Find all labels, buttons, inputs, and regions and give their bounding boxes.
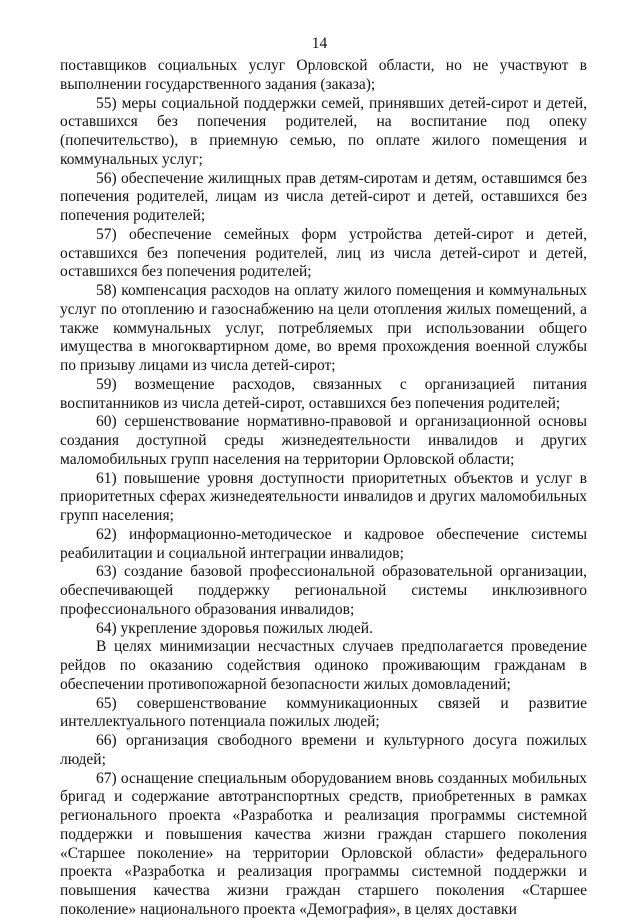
- paragraph: 57) обеспечение семейных форм устройства детей-сирот и детей, оставшихся без попечения родителей, лиц из числа детей-сирот и детей, оставшихся без попечения родителей;: [60, 225, 587, 281]
- page-number: 14: [311, 35, 328, 52]
- paragraph: 63) создание базовой профессиональной образовательной организации, обеспечивающей поддержку региональной системы инклюзивного профессионального образования инвалидов;: [60, 563, 587, 618]
- paragraph: поставщиков социальных услуг Орловской области, но не участвуют в выполнении государственного задания (заказа);: [60, 57, 587, 93]
- paragraph: 66) организация свободного времени и культурного досуга пожилых людей;: [60, 732, 587, 768]
- paragraph: 59) возмещение расходов, связанных с организацией питания воспитанников из числа детей-сирот, оставшихся без попечения родителей;: [60, 375, 587, 412]
- document-body: [60, 57, 587, 920]
- paragraph: 67) оснащение специальным оборудованием вновь созданных мобильных бригад и содержание автотранспортных средств, приобретенных в рамках регионального проекта «Разработка и реализация программы системной поддержки и повышения качества жизни граждан старшего поколения «Старшее поколение» на территории Орловской области» федерального проекта «Разработка и реализация программы системной поддержки и повышения качества жизни граждан старшего поколения «Старшее поколение» национального проекта «Демография», в целях доставки: [60, 769, 587, 918]
- paragraph: 64) укрепление здоровья пожилых людей.: [96, 619, 373, 637]
- paragraph: 58) компенсация расходов на оплату жилого помещения и коммунальных услуг по отоплению и газоснабжению на цели отопления жилых помещений, а также коммунальных услуг, потребляемых при использовании общего имущества в многоквартирном доме, во время прохождения военной службы по призыву лицами из числа детей-сирот;: [60, 282, 587, 374]
- paragraph: 56) обеспечение жилищных прав детям-сиротам и детям, оставшимся без попечения родителей, лицам из числа детей-сирот и детей, оставшихся без попечения родителей;: [60, 169, 587, 224]
- paragraph: 65) совершенствование коммуникационных связей и развитие интеллектуального потенциала пожилых людей;: [60, 694, 587, 731]
- paragraph: В целях минимизации несчастных случаев предполагается проведение рейдов по оказанию содействия одиноко проживающим гражданам в обеспечении противопожарной безопасности жилых домовладений;: [60, 638, 587, 693]
- paragraph: 60) сершенствование нормативно-правовой и организационной основы создания доступной среды жизнедеятельности инвалидов и других маломобильных групп населения на территории Орловской области;: [60, 413, 587, 468]
- paragraph: 61) повышение уровня доступности приоритетных объектов и услуг в приоритетных сферах жизнедеятельности инвалидов и других маломобильных групп населения;: [60, 469, 587, 524]
- paragraph: 55) меры социальной поддержки семей, принявших детей-сирот и детей, оставшихся без попечения родителей, на воспитание под опеку (попечительство), в приемную семью, по оплате жилого помещения и коммунальных услуг;: [60, 94, 587, 168]
- paragraph: 62) информационно-методическое и кадровое обеспечение системы реабилитации и социальной интеграции инвалидов;: [60, 525, 587, 562]
